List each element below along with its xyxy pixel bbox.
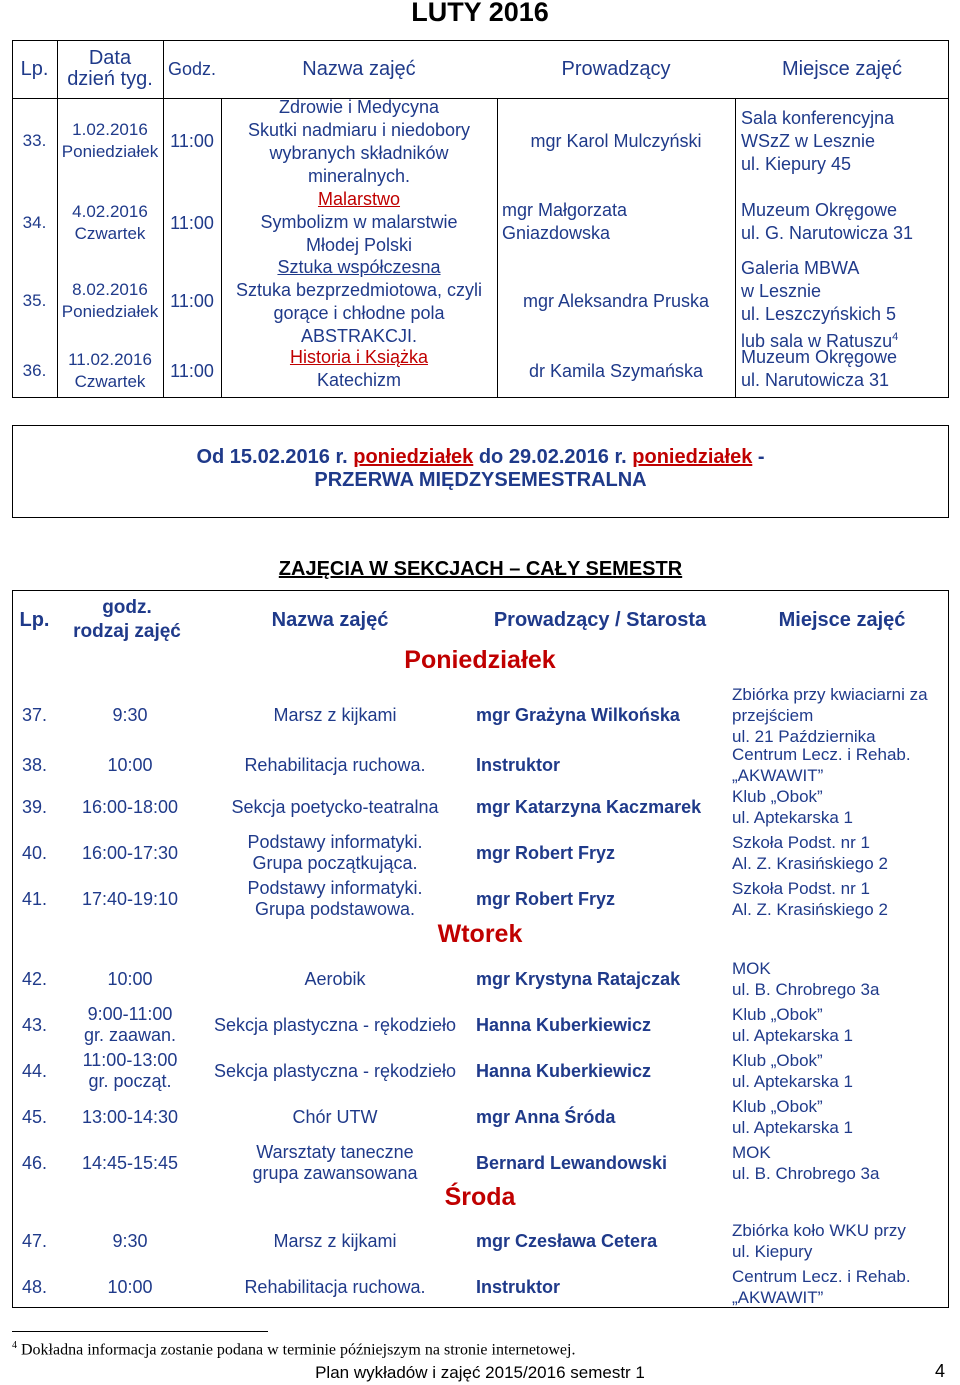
row-subtitle: Sztuka bezprzedmiotowa, czyli gorące i chłodne pola ABSTRAKCJI.	[235, 280, 483, 346]
section-place: Szkoła Podst. nr 1 Al. Z. Krasińskiego 2	[732, 833, 888, 873]
section-name: Rehabilitacja ruchowa.	[244, 754, 426, 775]
section-lp: 48.	[22, 1276, 48, 1297]
row-subtitle: Katechizm	[316, 370, 402, 390]
break-label: PRZERWA MIĘDZYSEMESTRALNA	[314, 469, 647, 491]
row-date: 1.02.2016 Poniedziałek	[61, 120, 159, 161]
row-title: Malarstwo	[317, 189, 401, 209]
section-time: 11:00-13:00 gr. począt.	[82, 1050, 178, 1091]
section-lead: mgr Grażyna Wilkońska	[476, 704, 680, 725]
section-name: Podstawy informatyki. Grupa początkująca.	[247, 832, 423, 873]
section-lead: Hanna Kuberkiewicz	[476, 1060, 652, 1081]
section-name: Sekcja poetycko-teatralna	[231, 796, 439, 817]
section-place: Centrum Lecz. i Rehab. „AKWAWIT”	[732, 745, 911, 785]
row-title: Historia i Książka	[289, 347, 429, 367]
section-place: MOK ul. B. Chrobrego 3a	[732, 959, 880, 999]
row-title: Zdrowie i Medycyna	[278, 97, 440, 117]
sections-header-lead: Prowadzący / Starosta	[493, 609, 707, 631]
section-place: Klub „Obok” ul. Aptekarska 1	[732, 1005, 853, 1045]
section-name: Marsz z kijkami	[273, 704, 397, 725]
section-name: Sekcja plastyczna - rękodzieło	[213, 1060, 457, 1081]
section-lead: mgr Krystyna Ratajczak	[476, 968, 681, 989]
section-lp: 39.	[22, 796, 48, 817]
row-place-text: Galeria MBWA w Lesznie ul. Leszczyńskich 5 lub sala w Ratuszu	[741, 258, 897, 351]
section-lp: 41.	[22, 888, 48, 909]
section-name: Warsztaty taneczne grupa zawansowana	[252, 1142, 418, 1183]
row-place	[741, 257, 946, 353]
break-day: poniedziałek	[632, 446, 753, 468]
sections-header-place: Miejsce zajęć	[778, 609, 906, 631]
footnote-text: Dokładna informacja zostanie podana w terminie późniejszym na stronie internetowej.	[21, 1341, 576, 1359]
row-lp: 33.	[22, 131, 47, 150]
section-time: 17:40-19:10	[81, 888, 179, 909]
row-subtitle: Symbolizm w malarstwie Młodej Polski	[260, 212, 458, 255]
row-place: Muzeum Okręgowe ul. Narutowicza 31	[741, 347, 898, 390]
break-text: do 29.02.2016 r.	[473, 446, 633, 468]
section-time: 9:30	[112, 1230, 148, 1251]
section-lp: 46.	[22, 1152, 48, 1173]
row-place: Sala konferencyjna WSzZ w Lesznie ul. Kiepury 45	[741, 108, 895, 174]
sections-header-lp: Lp.	[19, 609, 50, 631]
row-place: Muzeum Okręgowe ul. G. Narutowicza 31	[741, 200, 914, 243]
day-tuesday: Wtorek	[437, 920, 523, 948]
row-lecturer: mgr Małgorzata Gniazdowska	[502, 200, 628, 243]
section-place: MOK ul. B. Chrobrego 3a	[732, 1143, 880, 1183]
row-lp: 35.	[22, 291, 47, 310]
row-time: 11:00	[170, 212, 214, 233]
row-lp: 36.	[22, 361, 47, 380]
sections-title: ZAJĘCIA W SEKCJACH – CAŁY SEMESTR	[278, 558, 683, 580]
sections-header-name: Nazwa zajęć	[271, 609, 389, 631]
section-lp: 43.	[22, 1014, 48, 1035]
row-lecturer: mgr Aleksandra Pruska	[522, 290, 710, 311]
section-lp: 42.	[22, 968, 48, 989]
header-lecturer: Prowadzący	[561, 58, 671, 80]
section-time: 10:00	[107, 968, 153, 989]
section-lp: 37.	[22, 704, 48, 725]
section-lp: 40.	[22, 842, 48, 863]
section-time: 16:00-17:30	[81, 842, 179, 863]
header-place: Miejsce zajęć	[781, 58, 903, 80]
section-lead: mgr Robert Fryz	[476, 888, 616, 909]
section-lead: Bernard Lewandowski	[476, 1152, 668, 1173]
section-lead: mgr Anna Śróda	[476, 1106, 616, 1127]
section-lead: mgr Katarzyna Kaczmarek	[476, 796, 702, 817]
section-lead: mgr Robert Fryz	[476, 842, 616, 863]
section-time: 9:00-11:00 gr. zaawan.	[83, 1004, 177, 1045]
footnote	[12, 1336, 952, 1360]
section-place: Szkoła Podst. nr 1 Al. Z. Krasińskiego 2	[732, 879, 888, 919]
row-title: Sztuka współczesna	[277, 257, 441, 277]
row-time: 11:00	[170, 360, 214, 381]
section-lead: mgr Czesława Cetera	[476, 1230, 658, 1251]
section-place: Centrum Lecz. i Rehab. „AKWAWIT”	[732, 1267, 911, 1307]
row-subtitle: Skutki nadmiaru i niedobory wybranych składników mineralnych.	[247, 120, 471, 186]
row-lecturer: mgr Karol Mulczyński	[530, 130, 702, 151]
section-place: Klub „Obok” ul. Aptekarska 1	[732, 1097, 853, 1137]
section-name: Marsz z kijkami	[273, 1230, 397, 1251]
section-time: 10:00	[107, 1276, 153, 1297]
header-name: Nazwa zajęć	[302, 58, 416, 80]
row-date: 8.02.2016 Poniedziałek	[61, 280, 159, 321]
section-lp: 44.	[22, 1060, 48, 1081]
section-lp: 38.	[22, 754, 48, 775]
section-lead: Instruktor	[476, 754, 561, 775]
section-name: Sekcja plastyczna - rękodzieło	[213, 1014, 457, 1035]
section-lp: 45.	[22, 1106, 48, 1127]
section-place: Zbiórka przy kwiaciarni za przejściem ul. 21 Października	[732, 684, 928, 746]
section-time: 10:00	[107, 754, 153, 775]
break-dates	[12, 445, 949, 469]
section-name: Podstawy informatyki. Grupa podstawowa.	[247, 878, 423, 919]
section-time: 16:00-18:00	[81, 796, 179, 817]
row-lecturer: dr Kamila Szymańska	[528, 360, 704, 381]
section-name: Rehabilitacja ruchowa.	[244, 1276, 426, 1297]
break-text: -	[752, 446, 765, 468]
break-day: poniedziałek	[353, 446, 474, 468]
row-time: 11:00	[170, 290, 214, 311]
row-date: 11.02.2016 Czwartek	[68, 350, 152, 391]
sections-header-time: godz. rodzaj zajęć	[73, 597, 181, 642]
row-time: 11:00	[170, 130, 214, 151]
footnote-ref: 4	[892, 331, 899, 343]
section-time: 9:30	[112, 704, 148, 725]
page-footer: Plan wykładów i zajęć 2015/2016 semestr 1	[315, 1363, 645, 1382]
month-title: LUTY 2016	[411, 0, 549, 27]
page-number: 4	[935, 1361, 946, 1381]
footnote-mark: 4	[12, 1340, 17, 1351]
section-place: Zbiórka koło WKU przy ul. Kiepury	[732, 1221, 906, 1261]
header-lp: Lp.	[20, 58, 49, 80]
section-lead: Instruktor	[476, 1276, 561, 1297]
section-place: Klub „Obok” ul. Aptekarska 1	[732, 787, 853, 827]
section-lead: Hanna Kuberkiewicz	[476, 1014, 652, 1035]
section-time: 14:45-15:45	[81, 1152, 179, 1173]
header-date: Data dzień tyg.	[67, 47, 153, 90]
day-wednesday: Środa	[444, 1183, 516, 1211]
row-date: 4.02.2016 Czwartek	[72, 202, 148, 243]
day-monday: Poniedziałek	[404, 646, 556, 674]
section-name: Aerobik	[304, 968, 366, 989]
section-time: 13:00-14:30	[81, 1106, 179, 1127]
header-time: Godz.	[167, 58, 217, 79]
section-lp: 47.	[22, 1230, 48, 1251]
row-lp: 34.	[22, 213, 47, 232]
section-place: Klub „Obok” ul. Aptekarska 1	[732, 1051, 853, 1091]
section-name: Chór UTW	[292, 1106, 378, 1127]
break-text: Od 15.02.2016 r.	[196, 446, 354, 468]
